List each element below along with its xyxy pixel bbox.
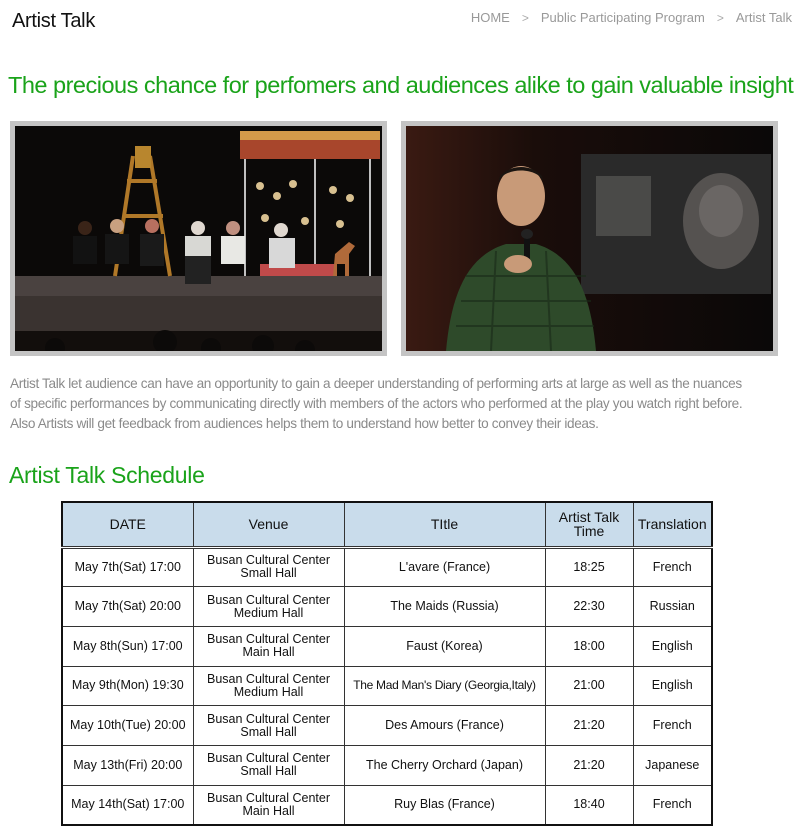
venue-name: Busan Cultural Center: [207, 711, 330, 726]
cell-venue: [193, 666, 344, 706]
cell-title: Faust (Korea): [344, 626, 545, 666]
venue-name: Busan Cultural Center: [207, 592, 330, 607]
cell-talk-time: 18:00: [545, 626, 633, 666]
breadcrumb: [471, 10, 792, 25]
table-row: [62, 706, 712, 746]
cell-venue: [193, 785, 344, 825]
cell-title: Ruy Blas (France): [344, 785, 545, 825]
col-header-date: DATE: [62, 502, 193, 547]
cell-date: May 7th(Sat) 17:00: [62, 547, 193, 587]
cell-translation: English: [633, 666, 712, 706]
cell-talk-time: 21:00: [545, 666, 633, 706]
venue-name: Busan Cultural Center: [207, 671, 330, 686]
table-row: [62, 745, 712, 785]
intro-line: Also Artists will get feedback from audiences helps them to understand how better to convey their ideas.: [10, 416, 599, 431]
venue-hall: Small Hall: [240, 724, 297, 739]
col-header-talk-time: Artist Talk Time: [545, 502, 633, 547]
cell-title: The Maids (Russia): [344, 587, 545, 627]
schedule-table: [61, 501, 713, 826]
col-header-venue: Venue: [193, 502, 344, 547]
table-row: [62, 547, 712, 587]
venue-name: Busan Cultural Center: [207, 553, 330, 568]
cell-translation: French: [633, 706, 712, 746]
cell-venue: [193, 706, 344, 746]
breadcrumb-separator: >: [716, 10, 724, 25]
cell-venue: [193, 745, 344, 785]
stage-photo: [15, 126, 382, 351]
venue-hall: Main Hall: [242, 803, 295, 818]
venue-hall: Small Hall: [240, 764, 297, 779]
cell-date: May 9th(Mon) 19:30: [62, 666, 193, 706]
cell-title: Des Amours (France): [344, 706, 545, 746]
intro-text: [10, 374, 795, 434]
cell-date: May 13th(Fri) 20:00: [62, 745, 193, 785]
cell-talk-time: 18:40: [545, 785, 633, 825]
page-title: Artist Talk: [12, 10, 96, 32]
cell-date: May 7th(Sat) 20:00: [62, 587, 193, 627]
venue-name: Busan Cultural Center: [207, 751, 330, 766]
cell-title: The Cherry Orchard (Japan): [344, 745, 545, 785]
cell-venue: [193, 587, 344, 627]
cell-talk-time: 22:30: [545, 587, 633, 627]
stage-photo-frame: [10, 121, 387, 356]
cell-translation: French: [633, 547, 712, 587]
headline: The precious chance for perfomers and audiences alike to gain valuable insight: [8, 72, 794, 98]
cell-date: May 8th(Sun) 17:00: [62, 626, 193, 666]
col-header-translation: Translation: [633, 502, 712, 547]
speaker-photo: [406, 126, 773, 351]
col-header-title: TItle: [344, 502, 545, 547]
venue-hall: Main Hall: [242, 645, 295, 660]
cell-date: May 10th(Tue) 20:00: [62, 706, 193, 746]
schedule-title: Artist Talk Schedule: [9, 462, 205, 488]
intro-line: Artist Talk let audience can have an opportunity to gain a deeper understanding of performing arts at large as well as the nuances: [10, 376, 742, 391]
cell-title: The Mad Man's Diary (Georgia,Italy): [344, 666, 545, 706]
cell-translation: Russian: [633, 587, 712, 627]
venue-name: Busan Cultural Center: [207, 632, 330, 647]
venue-hall: Small Hall: [240, 566, 297, 581]
cell-talk-time: 21:20: [545, 706, 633, 746]
venue-hall: Medium Hall: [233, 684, 304, 699]
cell-date: May 14th(Sat) 17:00: [62, 785, 193, 825]
table-header-row: [62, 502, 712, 547]
cell-title: L'avare (France): [344, 547, 545, 587]
breadcrumb-separator: >: [521, 10, 529, 25]
breadcrumb-home-link[interactable]: HOME: [470, 10, 510, 25]
cell-venue: [193, 626, 344, 666]
table-row: [62, 785, 712, 825]
speaker-photo-frame: [401, 121, 778, 356]
table-row: [62, 626, 712, 666]
breadcrumb-current-link[interactable]: Artist Talk: [735, 10, 792, 25]
breadcrumb-program-link[interactable]: Public Participating Program: [540, 10, 705, 25]
cell-talk-time: 18:25: [545, 547, 633, 587]
cell-translation: English: [633, 626, 712, 666]
cell-translation: French: [633, 785, 712, 825]
cell-talk-time: 21:20: [545, 745, 633, 785]
table-row: [62, 666, 712, 706]
cell-translation: Japanese: [633, 745, 712, 785]
intro-line: of specific performances by communicating directly with members of the actors who performed at the play you watch right before.: [10, 396, 743, 411]
venue-hall: Medium Hall: [233, 605, 304, 620]
venue-name: Busan Cultural Center: [207, 790, 330, 805]
table-row: [62, 587, 712, 627]
cell-venue: [193, 547, 344, 587]
